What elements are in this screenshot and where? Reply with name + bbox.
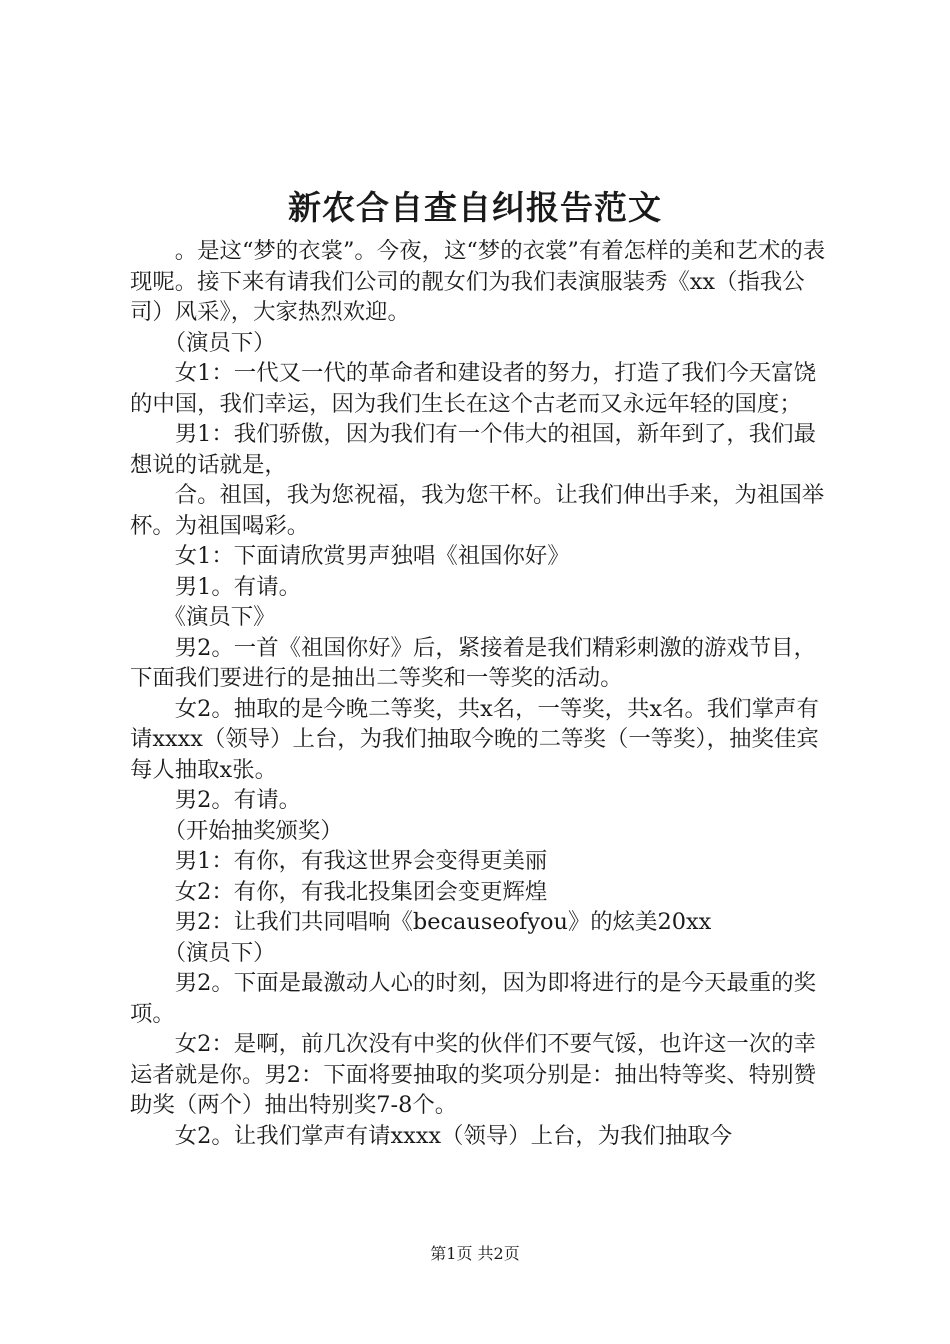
paragraph: 女2：有你，有我北投集团会变更辉煌 xyxy=(130,878,548,905)
paragraph: 男2。一首《祖国你好》后，紧接着是我们精彩刺激的游戏节目，下面我们要进行的是抽出二等奖和一等奖的活动。 xyxy=(130,634,816,691)
page-footer: 第1页 共2页 xyxy=(430,1244,520,1263)
paragraph: （演员下） xyxy=(130,939,276,966)
paragraph: 男2。有请。 xyxy=(130,787,301,813)
paragraph: 女1：下面请欣赏男声独唱《祖国你好》 xyxy=(130,543,570,569)
paragraph: 《演员下》 xyxy=(130,604,276,630)
paragraph: 男1：我们骄傲，因为我们有一个伟大的祖国，新年到了，我们最想说的话就是， xyxy=(130,421,816,478)
paragraph: 。是这“梦的衣裳”。今夜，这“梦的衣裳”有着怎样的美和艺术的表现呢。接下来有请我们公司的靓女们为我们表演服装秀《xx（指我公司）风采》，大家热烈欢迎。 xyxy=(130,238,826,325)
paragraph: 合。祖国，我为您祝福，我为您干杯。让我们伸出手来，为祖国举杯。为祖国喝彩。 xyxy=(130,482,825,539)
paragraph: 女1：一代又一代的革命者和建设者的努力，打造了我们今天富饶的中国，我们幸运，因为我们生长在这个古老而又永远年轻的国度； xyxy=(130,360,816,417)
paragraph: 男1。有请。 xyxy=(130,573,301,600)
paragraph: 男2。下面是最激动人心的时刻，因为即将进行的是今天最重的奖项。 xyxy=(130,970,816,1027)
paragraph: （演员下） xyxy=(130,329,276,356)
paragraph: 女2：是啊，前几次没有中奖的伙伴们不要气馁，也许这一次的幸运者就是你。男2：下面将要抽取的奖项分别是：抽出特等奖、特别赞助奖（两个）抽出特别奖7-8个。 xyxy=(130,1031,816,1118)
document-title: 新农合自查自纠报告范文 xyxy=(288,188,662,227)
paragraph: 女2。让我们掌声有请xxxx（领导）上台，为我们抽取今 xyxy=(130,1122,733,1149)
paragraph: 男2：让我们共同唱响《becauseofyou》的炫美20xx xyxy=(130,909,712,935)
document-body xyxy=(130,236,830,1151)
paragraph: 女2。抽取的是今晚二等奖，共x名，一等奖，共x名。我们掌声有请xxxx（领导）上台，为我们抽取今晚的二等奖（一等奖），抽奖佳宾每人抽取x张。 xyxy=(130,695,819,783)
paragraph: （开始抽奖颁奖） xyxy=(130,817,343,844)
paragraph: 男1：有你，有我这世界会变得更美丽 xyxy=(130,848,548,874)
